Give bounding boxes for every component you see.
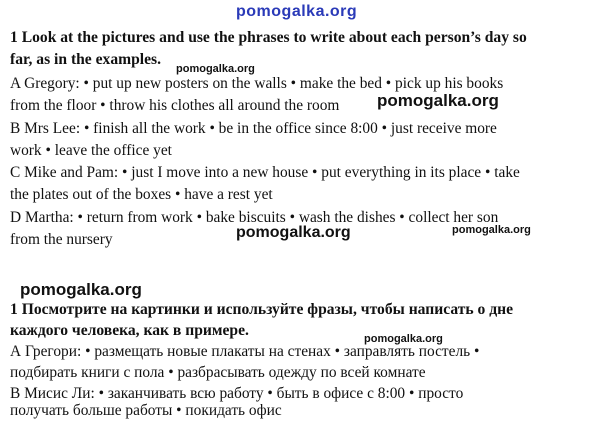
english-item-d-line-2: from the nursery [10, 231, 113, 248]
watermark-4: pomogalka.org [452, 224, 531, 236]
russian-heading-line-1: 1 Посмотрите на картинки и используйте фразы, чтобы написать о дне [10, 301, 514, 318]
english-item-a-line-2: from the floor • throw his clothes all around the room [10, 97, 340, 114]
watermark-top: pomogalka.org [236, 3, 358, 20]
russian-item-b-line-1: В Мисис Ли: • заканчивать всю работу • быть в офисе с 8:00 • просто [10, 385, 464, 402]
english-heading-line-2: far, as in the examples. [10, 51, 162, 68]
english-item-c-line-1: C Mike and Pam: • just I move into a new house • put everything in its place • take [10, 164, 520, 181]
russian-item-a-line-1: А Грегори: • размещать новые плакаты на стенах • заправлять постель • [10, 343, 480, 360]
russian-item-b-line-2: получать больше работы • покидать офис [10, 402, 282, 419]
russian-item-a-line-2: подбирать книги с пола • разбрасывать одежду по всей комнате [10, 364, 426, 381]
russian-heading-line-2: каждого человека, как в примере. [10, 322, 249, 339]
watermark-5: pomogalka.org [20, 280, 142, 299]
watermark-2: pomogalka.org [377, 91, 499, 110]
english-item-b-line-2: work • leave the office yet [10, 142, 172, 159]
watermark-3: pomogalka.org [236, 224, 351, 241]
watermark-1: pomogalka.org [176, 63, 255, 75]
english-item-c-line-2: the plates out of the boxes • have a rest yet [10, 186, 273, 203]
english-item-d-line-1: D Martha: • return from work • bake biscuits • wash the dishes • collect her son [10, 209, 499, 226]
english-heading-line-1: 1 Look at the pictures and use the phrases to write about each person’s day so [10, 29, 527, 46]
english-item-a-line-1: A Gregory: • put up new posters on the walls • make the bed • pick up his books [10, 75, 504, 92]
watermark-6: pomogalka.org [364, 333, 443, 345]
english-item-b-line-1: B Mrs Lee: • finish all the work • be in the office since 8:00 • just receive more [10, 120, 497, 137]
